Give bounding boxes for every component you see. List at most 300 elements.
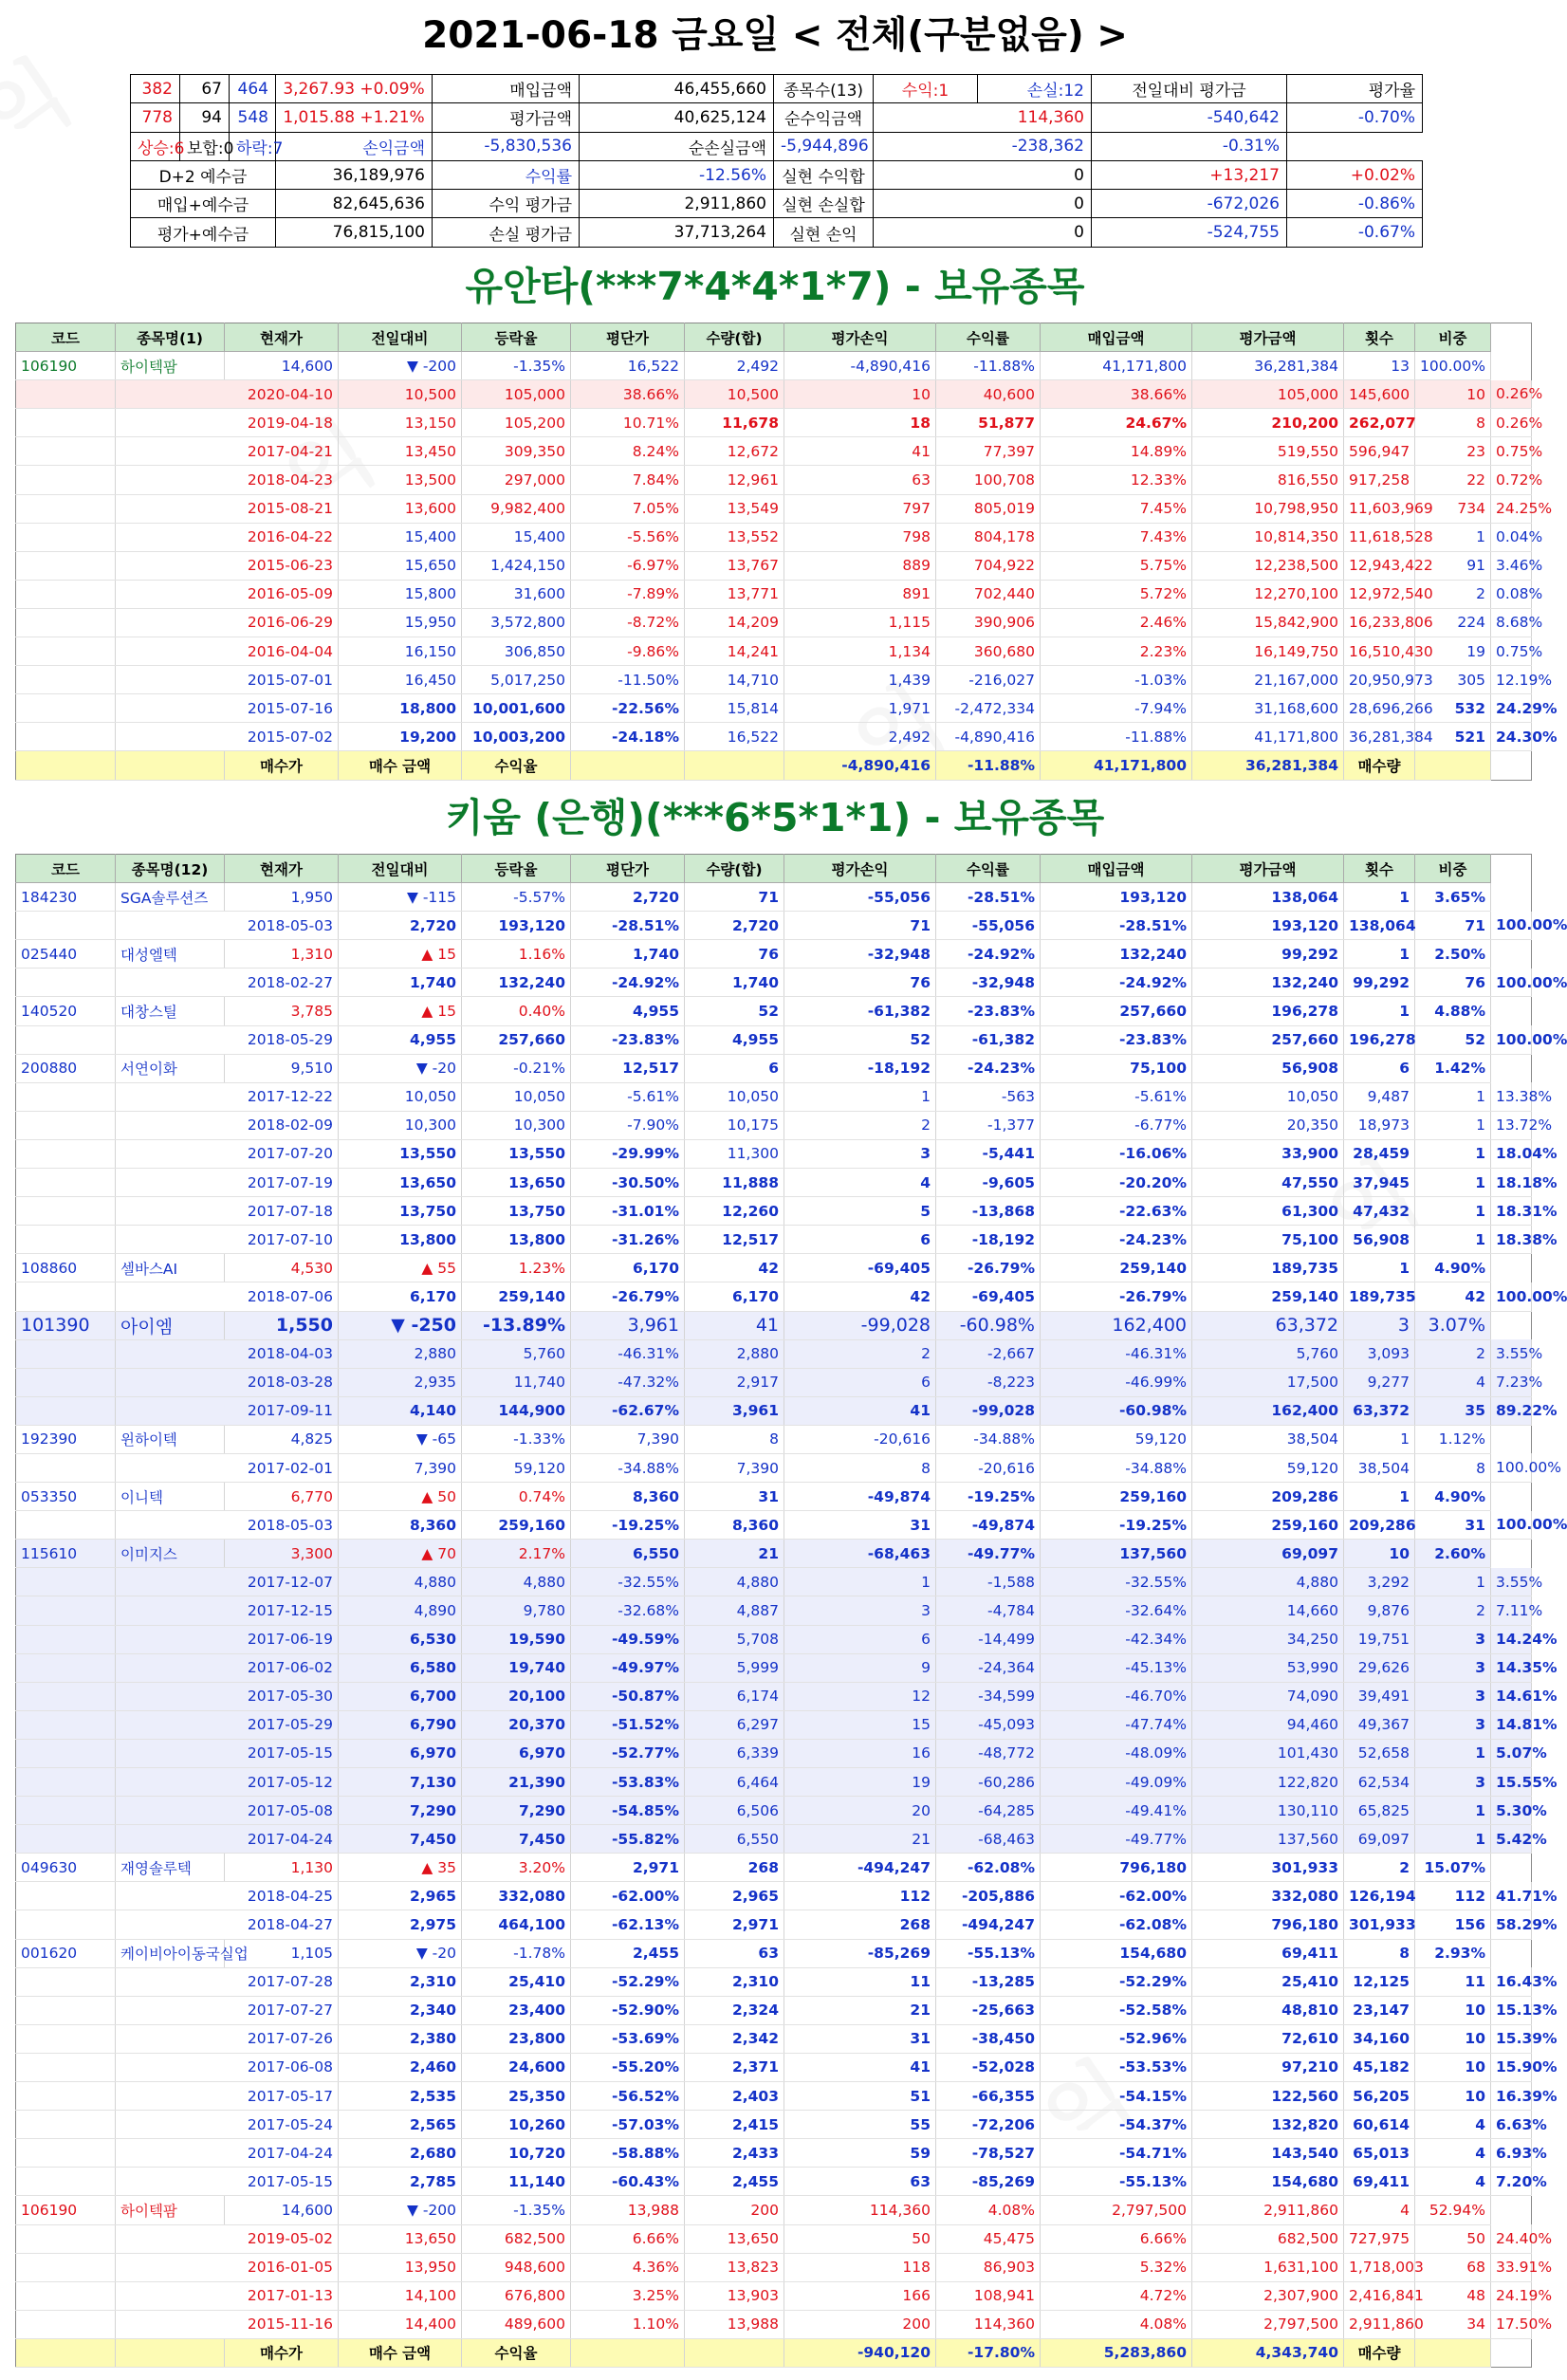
stock-row[interactable] — [16, 1939, 1532, 1967]
table-cell: 75,100 — [1192, 1226, 1344, 1254]
column-header[interactable]: 비중 — [1415, 855, 1491, 883]
purchase-date: 2018-04-27 — [116, 1910, 339, 1939]
stock-code[interactable]: 106190 — [16, 2196, 116, 2224]
table-cell: 9,982,400 — [462, 494, 571, 523]
footer-total — [116, 2338, 225, 2367]
summary-cell: 평가율 — [1287, 75, 1423, 103]
empty-cell — [16, 1111, 116, 1139]
purchase-lot-row[interactable] — [16, 2111, 1532, 2139]
table-cell: 114,360 — [936, 2310, 1041, 2338]
table-cell: -55.13% — [936, 1939, 1041, 1967]
table-cell: 166 — [784, 2281, 936, 2310]
summary-cell: 3,267.93 +0.09% — [276, 75, 433, 103]
table-cell: -4,784 — [936, 1596, 1041, 1625]
table-cell: 1,718,003 — [1344, 2253, 1415, 2281]
table-cell: -78,527 — [936, 2139, 1041, 2168]
stock-row[interactable] — [16, 1254, 1532, 1282]
purchase-lot-row[interactable] — [16, 1339, 1532, 1368]
table-cell: 25,410 — [462, 1967, 571, 1996]
purchase-lot-row[interactable] — [16, 1882, 1532, 1910]
table-cell: 4,887 — [685, 1596, 784, 1625]
table-cell: 7.11% — [1491, 1596, 1532, 1625]
purchase-lot-row[interactable] — [16, 1625, 1532, 1653]
table-cell: 0.26% — [1491, 409, 1532, 437]
table-cell: 7,290 — [339, 1797, 462, 1825]
purchase-lot-row[interactable] — [16, 723, 1532, 751]
table-cell: 200 — [685, 2196, 784, 2224]
summary-row — [131, 75, 1423, 103]
stock-code[interactable]: 106190 — [16, 352, 116, 380]
stock-name[interactable]: 아이엠 — [116, 1311, 225, 1339]
column-header[interactable]: 등락율 — [462, 323, 571, 352]
purchase-lot-row[interactable] — [16, 2281, 1532, 2310]
table-cell: 51,877 — [936, 409, 1041, 437]
table-cell: 10 — [784, 380, 936, 409]
stock-name[interactable]: 하이텍팜 — [116, 352, 225, 380]
table-cell: 38,504 — [1192, 1425, 1344, 1453]
summary-row — [131, 190, 1423, 218]
purchase-lot-row[interactable] — [16, 1996, 1532, 2024]
empty-cell — [16, 1139, 116, 1168]
table-cell: 309,350 — [462, 437, 571, 466]
table-cell: -62.08% — [1041, 1910, 1192, 1939]
table-cell: 94,460 — [1192, 1710, 1344, 1739]
empty-cell — [16, 2224, 116, 2253]
table-cell: 40,600 — [936, 380, 1041, 409]
purchase-lot-row[interactable] — [16, 969, 1532, 997]
column-header[interactable]: 횟수 — [1344, 323, 1415, 352]
table-cell: -49.77% — [936, 1540, 1041, 1568]
purchase-lot-row[interactable] — [16, 1169, 1532, 1197]
purchase-date: 2017-05-24 — [116, 2111, 339, 2139]
summary-cell: 평가+예수금 — [131, 218, 276, 247]
purchase-date: 2015-11-16 — [116, 2310, 339, 2338]
stock-name[interactable]: 하이텍팜 — [116, 2196, 225, 2224]
empty-cell — [16, 1082, 116, 1111]
purchase-lot-row[interactable] — [16, 2310, 1532, 2338]
table-cell: 8 — [1415, 409, 1491, 437]
stock-name[interactable]: 재영솔루텍 — [116, 1854, 225, 1882]
stock-row[interactable] — [16, 1854, 1532, 1882]
footer-total — [571, 751, 685, 780]
stock-code[interactable]: 192390 — [16, 1425, 116, 1453]
table-header-row — [16, 855, 1532, 883]
purchase-date: 2017-05-08 — [116, 1797, 339, 1825]
table-cell: 13,450 — [339, 437, 462, 466]
purchase-lot-row[interactable] — [16, 1682, 1532, 1710]
column-header[interactable]: 코드 — [16, 855, 116, 883]
table-cell: -9.86% — [571, 637, 685, 666]
table-cell: 2 — [784, 1339, 936, 1368]
section-title-kiwoom: 키움 (은행)(***6*5*1*1) - 보유종목 — [445, 795, 1105, 840]
table-cell: 55 — [784, 2111, 936, 2139]
table-cell: 144,900 — [462, 1396, 571, 1425]
purchase-lot-row[interactable] — [16, 912, 1532, 940]
purchase-lot-row[interactable] — [16, 580, 1532, 608]
table-cell: 2.93% — [1415, 1939, 1491, 1967]
purchase-lot-row[interactable] — [16, 551, 1532, 580]
table-cell: 38,504 — [1344, 1453, 1415, 1482]
purchase-lot-row[interactable] — [16, 2168, 1532, 2196]
table-cell: 31 — [685, 1483, 784, 1511]
purchase-lot-row[interactable] — [16, 1453, 1532, 1482]
summary-cell: 종목수(13) — [774, 75, 874, 103]
table-cell: 28,459 — [1344, 1139, 1415, 1168]
table-cell: 193,120 — [462, 912, 571, 940]
empty-cell — [16, 2082, 116, 2111]
table-cell: 4,880 — [462, 1568, 571, 1596]
summary-cell: 전일대비 평가금 — [1092, 75, 1287, 103]
table-cell: 10,260 — [462, 2111, 571, 2139]
table-cell: 9,487 — [1344, 1082, 1415, 1111]
table-cell: -52.29% — [571, 1967, 685, 1996]
column-header[interactable]: 종목명(1) — [116, 323, 225, 352]
column-header[interactable]: 매입금액 — [1041, 323, 1192, 352]
purchase-lot-row[interactable] — [16, 2224, 1532, 2253]
table-cell: 65,013 — [1344, 2139, 1415, 2168]
summary-cell: 매입금액 — [433, 75, 580, 103]
purchase-lot-row[interactable] — [16, 380, 1532, 409]
table-cell: 8,360 — [685, 1511, 784, 1540]
table-cell: -6.97% — [571, 551, 685, 580]
purchase-lot-row[interactable] — [16, 1197, 1532, 1226]
purchase-lot-row[interactable] — [16, 1967, 1532, 1996]
purchase-date: 2019-05-02 — [116, 2224, 339, 2253]
stock-name[interactable]: 이미지스 — [116, 1540, 225, 1568]
summary-cell: -524,755 — [1092, 218, 1287, 247]
empty-cell — [16, 666, 116, 694]
purchase-lot-row[interactable] — [16, 494, 1532, 523]
table-cell: 63,372 — [1344, 1396, 1415, 1425]
purchase-lot-row[interactable] — [16, 1368, 1532, 1396]
table-cell: 13,549 — [685, 494, 784, 523]
stock-code[interactable]: 200880 — [16, 1054, 116, 1082]
table-cell: 1,105 — [225, 1939, 339, 1967]
purchase-lot-row[interactable] — [16, 466, 1532, 494]
column-header[interactable]: 비중 — [1415, 323, 1491, 352]
table-cell: 0.74% — [462, 1483, 571, 1511]
table-cell: 49,367 — [1344, 1710, 1415, 1739]
empty-cell — [16, 2139, 116, 2168]
stock-row[interactable] — [16, 940, 1532, 969]
stock-row[interactable] — [16, 1540, 1532, 1568]
purchase-lot-row[interactable] — [16, 2082, 1532, 2111]
stock-code[interactable]: 108860 — [16, 1254, 116, 1282]
purchase-date: 2017-09-11 — [116, 1396, 339, 1425]
purchase-lot-row[interactable] — [16, 608, 1532, 637]
table-cell: 8,360 — [571, 1483, 685, 1511]
column-header[interactable]: 수량(합) — [685, 323, 784, 352]
table-cell: 33,900 — [1192, 1139, 1344, 1168]
table-cell: 11,740 — [462, 1368, 571, 1396]
stock-row[interactable] — [16, 1311, 1532, 1339]
table-cell: 34,250 — [1192, 1625, 1344, 1653]
table-cell: 3 — [1344, 1311, 1415, 1339]
table-cell: 13,800 — [339, 1226, 462, 1254]
table-cell: 14,600 — [225, 352, 339, 380]
purchase-date: 2017-07-27 — [116, 1996, 339, 2024]
table-cell: -1.03% — [1041, 666, 1192, 694]
table-cell: 13,150 — [339, 409, 462, 437]
stock-name[interactable]: SGA솔루션즈 — [116, 883, 225, 912]
purchase-lot-row[interactable] — [16, 1111, 1532, 1139]
table-cell: 259,160 — [1041, 1483, 1192, 1511]
column-header[interactable]: 수익률 — [936, 323, 1041, 352]
purchase-lot-row[interactable] — [16, 1139, 1532, 1168]
table-cell: 0.04% — [1491, 523, 1532, 551]
empty-cell — [16, 1596, 116, 1625]
purchase-lot-row[interactable] — [16, 1653, 1532, 1682]
stock-row[interactable] — [16, 997, 1532, 1025]
table-cell: -22.56% — [571, 694, 685, 723]
purchase-lot-row[interactable] — [16, 1568, 1532, 1596]
column-header[interactable]: 현재가 — [225, 323, 339, 352]
stock-code[interactable]: 049630 — [16, 1854, 116, 1882]
empty-cell — [16, 694, 116, 723]
stock-name[interactable]: 윈하이텍 — [116, 1425, 225, 1453]
table-cell: -61,382 — [784, 997, 936, 1025]
purchase-lot-row[interactable] — [16, 2139, 1532, 2168]
table-cell: 16.43% — [1491, 1967, 1532, 1996]
purchase-lot-row[interactable] — [16, 1739, 1532, 1767]
stock-row[interactable] — [16, 1425, 1532, 1453]
table-cell: 3.55% — [1491, 1339, 1532, 1368]
table-cell: 259,140 — [462, 1282, 571, 1311]
table-cell: 47,550 — [1192, 1169, 1344, 1197]
purchase-lot-row[interactable] — [16, 637, 1532, 666]
purchase-lot-row[interactable] — [16, 694, 1532, 723]
empty-cell — [16, 969, 116, 997]
table-cell: -99,028 — [784, 1311, 936, 1339]
column-header[interactable]: 평가손익 — [784, 323, 936, 352]
purchase-date: 2018-04-03 — [116, 1339, 339, 1368]
table-cell: 7.20% — [1491, 2168, 1532, 2196]
table-cell: 6,580 — [339, 1653, 462, 1682]
column-header[interactable]: 수량(합) — [685, 855, 784, 883]
summary-cell: 778 — [131, 103, 180, 132]
purchase-date: 2016-04-22 — [116, 523, 339, 551]
table-cell: -5.56% — [571, 523, 685, 551]
purchase-lot-row[interactable] — [16, 2053, 1532, 2081]
table-cell: 16,510,430 — [1344, 637, 1415, 666]
column-header[interactable]: 전일대비 — [339, 855, 462, 883]
table-cell: 6 — [784, 1226, 936, 1254]
table-cell: -22.63% — [1041, 1197, 1192, 1226]
summary-cell: 94 — [180, 103, 230, 132]
table-cell: 596,947 — [1344, 437, 1415, 466]
summary-cell: -0.31% — [1092, 132, 1287, 160]
table-cell: -85,269 — [784, 1939, 936, 1967]
footer-total: -4,890,416 — [784, 751, 936, 780]
table-cell: 16,450 — [339, 666, 462, 694]
table-cell: 1,740 — [339, 969, 462, 997]
table-cell: 41 — [784, 2053, 936, 2081]
table-cell: 2,975 — [339, 1910, 462, 1939]
table-cell: 18.38% — [1491, 1226, 1532, 1254]
table-cell: 154,680 — [1041, 1939, 1192, 1967]
table-cell: 682,500 — [1192, 2224, 1344, 2253]
table-cell: 196,278 — [1192, 997, 1344, 1025]
purchase-lot-row[interactable] — [16, 2253, 1532, 2281]
purchase-lot-row[interactable] — [16, 666, 1532, 694]
table-cell: -4,890,416 — [936, 723, 1041, 751]
summary-cell: 1,015.88 +1.21% — [276, 103, 433, 132]
table-cell: 6,170 — [571, 1254, 685, 1282]
table-cell: 1 — [1344, 1254, 1415, 1282]
column-header[interactable]: 평가금액 — [1192, 855, 1344, 883]
column-header[interactable]: 등락율 — [462, 855, 571, 883]
empty-cell — [16, 723, 116, 751]
purchase-lot-row[interactable] — [16, 409, 1532, 437]
table-cell: 734 — [1415, 494, 1491, 523]
stock-name[interactable]: 셀바스AI — [116, 1254, 225, 1282]
purchase-lot-row[interactable] — [16, 1910, 1532, 1939]
stock-code[interactable]: 184230 — [16, 883, 116, 912]
table-cell: -19.25% — [1041, 1511, 1192, 1540]
purchase-lot-row[interactable] — [16, 1396, 1532, 1425]
table-cell: 797 — [784, 494, 936, 523]
stock-code[interactable]: 025440 — [16, 940, 116, 969]
column-header[interactable]: 종목명(12) — [116, 855, 225, 883]
empty-cell — [16, 1568, 116, 1596]
stock-name[interactable]: 서연이화 — [116, 1054, 225, 1082]
stock-row[interactable] — [16, 1483, 1532, 1511]
table-cell: -31.01% — [571, 1197, 685, 1226]
column-header[interactable]: 횟수 — [1344, 855, 1415, 883]
purchase-lot-row[interactable] — [16, 1825, 1532, 1854]
stock-code[interactable]: 140520 — [16, 997, 116, 1025]
table-cell: 41.71% — [1491, 1882, 1532, 1910]
table-cell: -60,286 — [936, 1768, 1041, 1797]
table-cell: 1 — [1344, 1483, 1415, 1511]
table-cell: 41,171,800 — [1041, 352, 1192, 380]
table-cell: -42.34% — [1041, 1625, 1192, 1653]
column-header[interactable]: 평가금액 — [1192, 323, 1344, 352]
table-cell: -49.41% — [1041, 1797, 1192, 1825]
table-cell: 42 — [685, 1254, 784, 1282]
table-cell: 59,120 — [462, 1453, 571, 1482]
table-cell: 12,943,422 — [1344, 551, 1415, 580]
table-cell: -24.92% — [571, 969, 685, 997]
stock-name[interactable]: 케이비아이동국실업 — [116, 1939, 225, 1967]
table-cell: 91 — [1415, 551, 1491, 580]
stock-row[interactable] — [16, 352, 1532, 380]
table-cell: -46.70% — [1041, 1682, 1192, 1710]
empty-cell — [16, 1169, 116, 1197]
purchase-lot-row[interactable] — [16, 2024, 1532, 2053]
table-cell: -46.31% — [571, 1339, 685, 1368]
purchase-lot-row[interactable] — [16, 1596, 1532, 1625]
column-header[interactable]: 매입금액 — [1041, 855, 1192, 883]
stock-code[interactable]: 101390 — [16, 1311, 116, 1339]
purchase-lot-row[interactable] — [16, 1710, 1532, 1739]
purchase-lot-row[interactable] — [16, 1768, 1532, 1797]
column-header[interactable]: 전일대비 — [339, 323, 462, 352]
table-cell: 12,672 — [685, 437, 784, 466]
column-header[interactable]: 현재가 — [225, 855, 339, 883]
stock-row[interactable] — [16, 883, 1532, 912]
table-cell: 2,380 — [339, 2024, 462, 2053]
empty-cell — [16, 437, 116, 466]
table-cell: 14.81% — [1491, 1710, 1532, 1739]
purchase-lot-row[interactable] — [16, 1511, 1532, 1540]
table-cell: 10,050 — [1192, 1082, 1344, 1111]
stock-name[interactable]: 이니텍 — [116, 1483, 225, 1511]
table-cell: 5.30% — [1491, 1797, 1532, 1825]
table-cell: 114,360 — [784, 2196, 936, 2224]
table-cell: 2,971 — [685, 1910, 784, 1939]
table-cell: -23.83% — [571, 1025, 685, 1054]
table-cell: 52,658 — [1344, 1739, 1415, 1767]
purchase-lot-row[interactable] — [16, 1797, 1532, 1825]
footer-total — [571, 2338, 685, 2367]
table-cell: -26.79% — [1041, 1282, 1192, 1311]
table-cell: 19,200 — [339, 723, 462, 751]
column-header[interactable]: 수익률 — [936, 855, 1041, 883]
table-cell: ▲ 55 — [339, 1254, 462, 1282]
table-cell: 4.90% — [1415, 1483, 1491, 1511]
footer-total — [1415, 751, 1491, 780]
table-cell: -18,192 — [936, 1226, 1041, 1254]
stock-code[interactable]: 001620 — [16, 1939, 116, 1967]
table-cell: 8 — [1344, 1939, 1415, 1967]
table-cell: 259,140 — [1192, 1282, 1344, 1311]
table-cell: 1 — [1344, 883, 1415, 912]
table-cell: 52 — [784, 1025, 936, 1054]
table-cell: 2,342 — [685, 2024, 784, 2053]
table-cell: 10,500 — [685, 380, 784, 409]
table-cell: 7.45% — [1041, 494, 1192, 523]
purchase-date: 2018-04-23 — [116, 466, 339, 494]
purchase-lot-row[interactable] — [16, 1025, 1532, 1054]
summary-cell: 76,815,100 — [276, 218, 433, 247]
stock-code[interactable]: 053350 — [16, 1483, 116, 1511]
table-cell: 18,800 — [339, 694, 462, 723]
table-cell: 1,971 — [784, 694, 936, 723]
table-cell: 19,590 — [462, 1625, 571, 1653]
column-header[interactable]: 평단가 — [571, 855, 685, 883]
column-header[interactable]: 코드 — [16, 323, 116, 352]
table-cell: 0.08% — [1491, 580, 1532, 608]
table-cell: 4,880 — [1192, 1568, 1344, 1596]
footer-label: 매수량 — [1344, 2338, 1415, 2367]
column-header[interactable]: 평단가 — [571, 323, 685, 352]
purchase-lot-row[interactable] — [16, 437, 1532, 466]
table-cell: 13,550 — [339, 1139, 462, 1168]
table-cell: -54.37% — [1041, 2111, 1192, 2139]
stock-code[interactable]: 115610 — [16, 1540, 116, 1568]
table-cell: 6,700 — [339, 1682, 462, 1710]
table-cell: 12,260 — [685, 1197, 784, 1226]
stock-name[interactable]: 대성엘텍 — [116, 940, 225, 969]
table-cell: -5.61% — [571, 1082, 685, 1111]
column-header[interactable]: 평가손익 — [784, 855, 936, 883]
table-cell: 6 — [784, 1368, 936, 1396]
purchase-lot-row[interactable] — [16, 523, 1532, 551]
purchase-lot-row[interactable] — [16, 1282, 1532, 1311]
table-cell: -30.50% — [571, 1169, 685, 1197]
table-cell: 69,097 — [1344, 1825, 1415, 1854]
purchase-lot-row[interactable] — [16, 1082, 1532, 1111]
table-cell: 31,600 — [462, 580, 571, 608]
stock-row[interactable] — [16, 1054, 1532, 1082]
table-cell: 24,600 — [462, 2053, 571, 2081]
purchase-lot-row[interactable] — [16, 1226, 1532, 1254]
table-cell: 6.93% — [1491, 2139, 1532, 2168]
stock-name[interactable]: 대창스틸 — [116, 997, 225, 1025]
stock-row[interactable] — [16, 2196, 1532, 2224]
table-cell: 2,797,500 — [1192, 2310, 1344, 2338]
